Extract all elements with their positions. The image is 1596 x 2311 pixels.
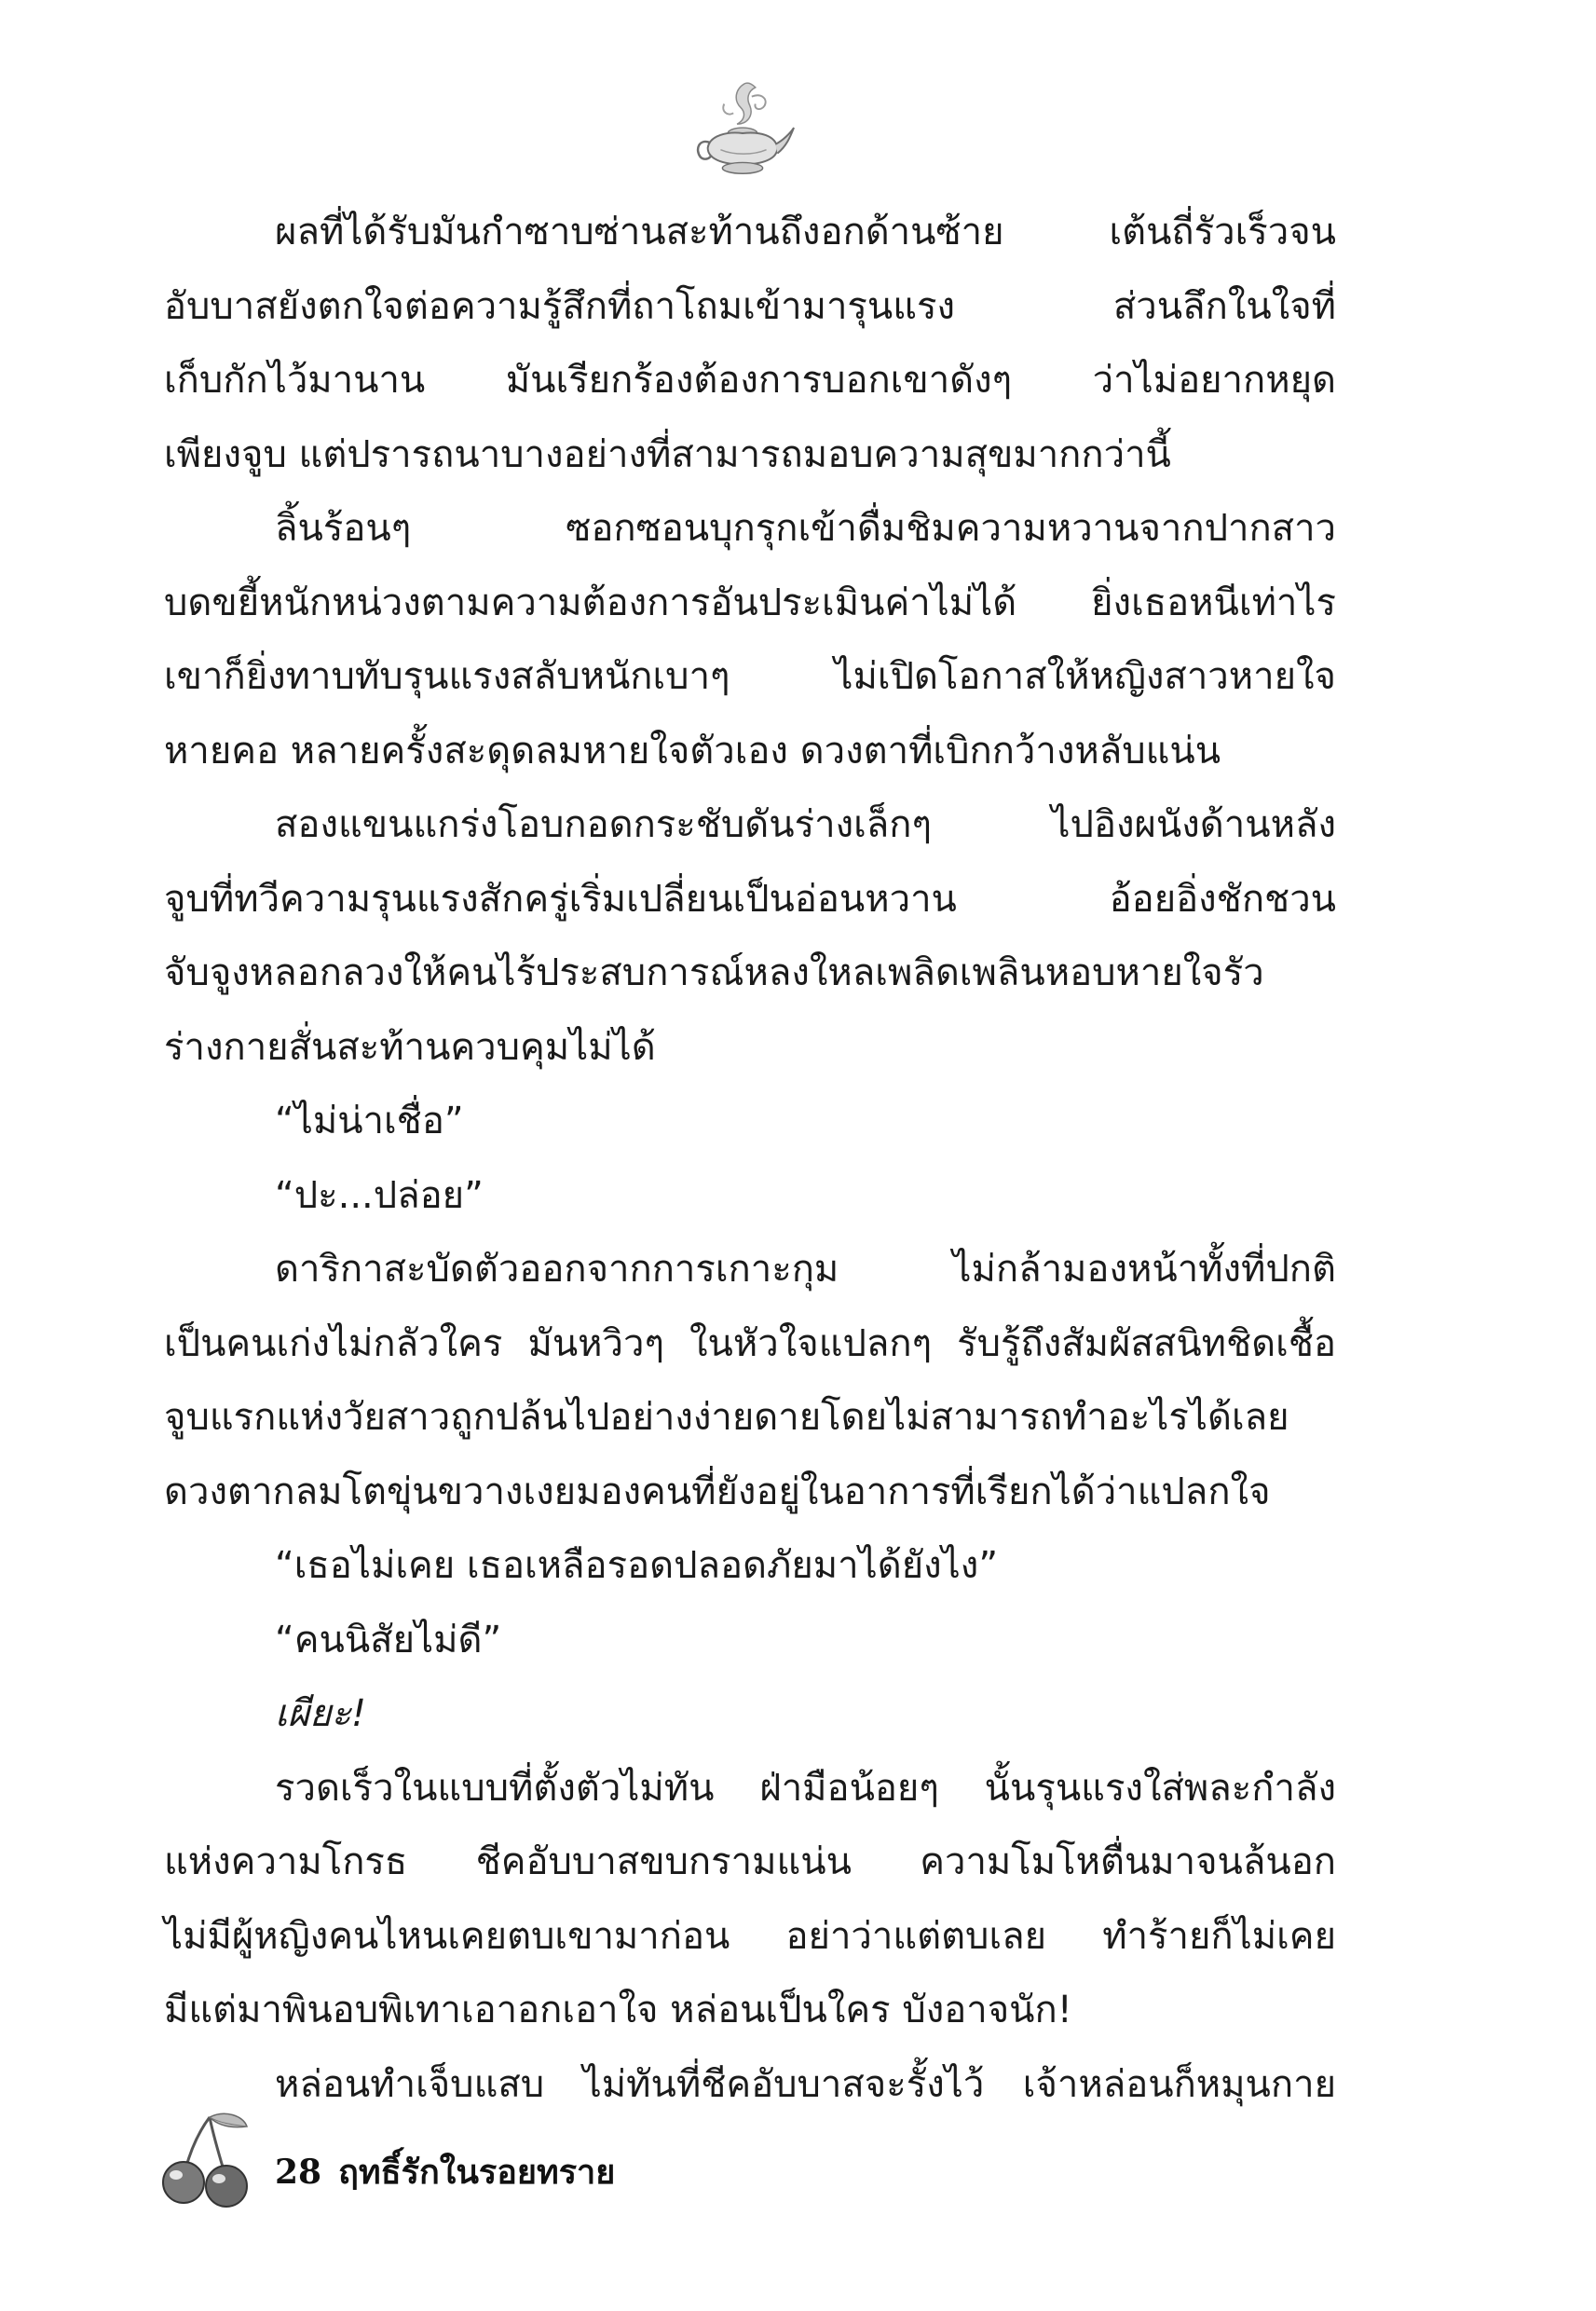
genie-lamp-icon xyxy=(688,76,798,186)
text-line: รวดเร็วในแบบที่ตั้งตัวไม่ทัน ฝ่ามือน้อยๆ นั้นรุนแรงใส่พละกำลัง xyxy=(275,1766,1336,1810)
dialogue-line: “ปะ...ปล่อย” xyxy=(275,1173,484,1217)
body-text xyxy=(164,196,1336,2122)
page-number: 28 xyxy=(275,2153,322,2192)
text-line: ลิ้นร้อนๆ ซอกซอนบุกรุกเข้าดื่มชิมความหวานจากปากสาว xyxy=(275,507,1336,550)
text-line: ดวงตากลมโตขุ่นขวางเงยมองคนที่ยังอยู่ในอาการที่เรียกได้ว่าแปลกใจ xyxy=(164,1470,1271,1513)
dialogue-line: “เธอไม่เคย เธอเหลือรอดปลอดภัยมาได้ยังไง” xyxy=(275,1544,999,1587)
text-line: ไม่มีผู้หญิงคนไหนเคยตบเขามาก่อน อย่าว่าแต่ตบเลย ทำร้ายก็ไม่เคย xyxy=(164,1914,1336,1958)
text-line: จับจูงหลอกลวงให้คนไร้ประสบการณ์หลงใหลเพลิดเพลินหอบหายใจรัว xyxy=(164,951,1264,994)
dialogue-line: “ไม่น่าเชื่อ” xyxy=(275,1100,464,1142)
cherry-icon xyxy=(154,2108,256,2210)
text-line: มีแต่มาพินอบพิเทาเอาอกเอาใจ หล่อนเป็นใคร บังอาจนัก! xyxy=(164,1989,1072,2031)
text-line: อับบาสยังตกใจต่อความรู้สึกที่ถาโถมเข้ามารุนแรง ส่วนลึกในใจที่ xyxy=(164,284,1336,328)
text-line: สองแขนแกร่งโอบกอดกระชับดันร่างเล็กๆ ไปอิงผนังด้านหลัง xyxy=(275,803,1336,846)
text-line: จูบที่ทวีความรุนแรงสักครู่เริ่มเปลี่ยนเป็นอ่อนหวาน อ้อยอิ่งชักชวน xyxy=(164,877,1336,921)
text-line: หายคอ หลายครั้งสะดุดลมหายใจตัวเอง ดวงตาที่เบิกกว้างหลับแน่น xyxy=(164,729,1221,773)
text-line: เก็บกักไว้มานาน มันเรียกร้องต้องการบอกเขาดังๆ ว่าไม่อยากหยุด xyxy=(164,359,1336,402)
text-line: บดขยี้หนักหน่วงตามความต้องการอันประเมินค่าไม่ได้ ยิ่งเธอหนีเท่าไร xyxy=(164,581,1336,624)
text-line: เพียงจูบ แต่ปรารถนาบางอย่างที่สามารถมอบความสุขมากกว่านี้ xyxy=(164,432,1171,476)
text-line: ผลที่ได้รับมันกำซาบซ่านสะท้านถึงอกด้านซ้าย เต้นถี่รัวเร็วจน xyxy=(275,211,1336,253)
text-line: หล่อนทำเจ็บแสบ ไม่ทันที่ชีคอับบาสจะรั้งไว้ เจ้าหล่อนก็หมุนกาย xyxy=(275,2062,1336,2106)
text-line: ดาริกาสะบัดตัวออกจากการเกาะกุม ไม่กล้ามองหน้าทั้งที่ปกติ xyxy=(275,1248,1336,1291)
text-line: ร่างกายสั่นสะท้านควบคุมไม่ได้ xyxy=(164,1025,656,1069)
text-line: เป็นคนเก่งไม่กลัวใคร มันหวิวๆ ในหัวใจแปลกๆ รับรู้ถึงสัมผัสสนิทชิดเชื้อ xyxy=(164,1321,1336,1365)
footer-label xyxy=(275,2145,632,2198)
text-line: จูบแรกแห่งวัยสาวถูกปล้นไปอย่างง่ายดายโดยไม่สามารถทำอะไรได้เลย xyxy=(164,1396,1289,1439)
sound-effect-line: เผียะ! xyxy=(275,1692,367,1735)
text-line: แห่งความโกรธ ชีคอับบาสขบกรามแน่น ความโมโหตื่นมาจนล้นอก xyxy=(164,1840,1336,1883)
dialogue-line: “คนนิสัยไม่ดี” xyxy=(275,1618,502,1661)
book-title: ฤทธิ์รักในรอยทราย xyxy=(338,2153,616,2192)
page-footer xyxy=(154,2108,806,2220)
text-line: เขาก็ยิ่งทาบทับรุนแรงสลับหนักเบาๆ ไม่เปิดโอกาสให้หญิงสาวหายใจ xyxy=(164,655,1336,698)
